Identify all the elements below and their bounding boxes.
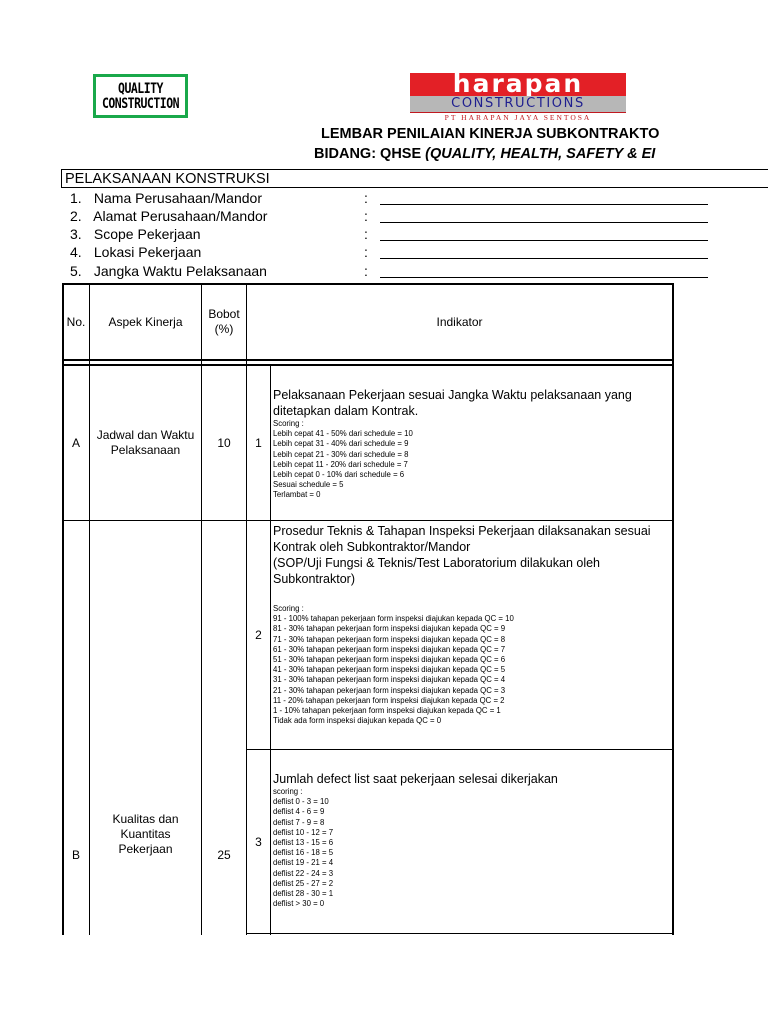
bidang-detail: (QUALITY, HEALTH, SAFETY & EI xyxy=(425,146,656,162)
scoring-line: Lebih cepat 31 - 40% dari schedule = 9 xyxy=(273,439,409,449)
field-label: Scope Pekerjaan xyxy=(93,226,201,242)
header-indikator: Indikator xyxy=(436,314,483,329)
field-row xyxy=(70,243,690,261)
section-header xyxy=(61,169,768,188)
field-input-line[interactable] xyxy=(380,258,708,259)
field-number: 4. xyxy=(70,244,82,260)
field-colon: : xyxy=(364,190,368,206)
scoring-line: 51 - 30% tahapan pekerjaan form inspeksi diajukan kepada QC = 6 xyxy=(273,655,506,665)
scoring-line: deflist 25 - 27 = 2 xyxy=(273,878,334,888)
field-colon: : xyxy=(364,208,368,224)
scoring-line: 61 - 30% tahapan pekerjaan form inspeksi diajukan kepada QC = 7 xyxy=(273,644,506,654)
scoring-line: Lebih cepat 0 - 10% dari schedule = 6 xyxy=(273,470,405,480)
scoring-list xyxy=(273,604,671,726)
scoring-line: 31 - 30% tahapan pekerjaan form inspeksi diajukan kepada QC = 4 xyxy=(273,675,506,685)
row-bobot: 10 xyxy=(217,435,231,450)
indicator-subtitle: (SOP/Uji Fungsi & Teknis/Test Laboratorium dilakukan oleh Subkontraktor) xyxy=(273,556,601,586)
field-input-line[interactable] xyxy=(380,204,708,205)
table-border xyxy=(672,283,674,935)
section-title: PELAKSANAAN KONSTRUKSI xyxy=(65,171,270,187)
scoring-line: 71 - 30% tahapan pekerjaan form inspeksi diajukan kepada QC = 8 xyxy=(273,634,506,644)
field-input-line[interactable] xyxy=(380,222,708,223)
header-bobot: Bobot (%) xyxy=(208,307,240,336)
quality-construction-logo xyxy=(93,74,188,118)
field-colon: : xyxy=(364,263,368,279)
logo-line-1: QUALITY xyxy=(118,79,163,97)
field-number: 2. xyxy=(70,208,82,224)
table-border xyxy=(246,749,674,750)
bidang-label: BIDANG: QHSE xyxy=(314,146,426,162)
scoring-line: deflist 28 - 30 = 1 xyxy=(273,889,334,899)
field-input-line[interactable] xyxy=(380,240,708,241)
scoring-line: 91 - 100% tahapan pekerjaan form inspeksi diajukan kepada QC = 10 xyxy=(273,614,514,624)
harapan-logo-company: PT HARAPAN JAYA SENTOSA xyxy=(410,112,626,122)
row-no: B xyxy=(71,848,80,862)
field-label: Nama Perusahaan/Mandor xyxy=(93,190,262,206)
field-colon: : xyxy=(364,226,368,242)
field-label: Alamat Perusahaan/Mandor xyxy=(93,208,268,224)
field-row xyxy=(70,189,690,207)
scoring-line: deflist 4 - 6 = 9 xyxy=(273,807,325,817)
indicator-cell xyxy=(273,387,671,501)
scoring-list xyxy=(273,419,671,501)
row-indicator-number: 2 xyxy=(255,627,262,642)
table-border xyxy=(270,366,271,935)
scoring-line: deflist 13 - 15 = 6 xyxy=(273,838,334,848)
scoring-line: 11 - 20% tahapan pekerjaan form inspeksi diajukan kepada QC = 2 xyxy=(273,695,505,705)
scoring-line: Lebih cepat 21 - 30% dari schedule = 8 xyxy=(273,449,409,459)
scoring-line: Lebih cepat 41 - 50% dari schedule = 10 xyxy=(273,429,413,439)
scoring-line: Tidak ada form inspeksi diajukan kepada QC = 0 xyxy=(273,716,442,726)
scoring-line: Terlambat = 0 xyxy=(273,490,321,500)
header-aspek: Aspek Kinerja xyxy=(108,314,183,329)
scoring-list xyxy=(273,787,671,909)
document-title: LEMBAR PENILAIAN KINERJA SUBKONTRAKTO xyxy=(321,126,660,142)
table-border xyxy=(62,359,674,361)
logo-line-2: CONSTRUCTION xyxy=(101,94,180,112)
indicator-title: Pelaksanaan Pekerjaan sesuai Jangka Waktu pelaksanaan yang ditetapkan dalam Kontrak. xyxy=(273,388,632,418)
indicator-cell xyxy=(273,771,671,909)
scoring-line: 81 - 30% tahapan pekerjaan form inspeksi diajukan kepada QC = 9 xyxy=(273,624,506,634)
field-number: 1. xyxy=(70,190,82,206)
scoring-line: Sesuai schedule = 5 xyxy=(273,480,344,490)
scoring-line: deflist > 30 = 0 xyxy=(273,899,325,909)
indicator-title: Prosedur Teknis & Tahapan Inspeksi Pekerjaan dilaksanakan sesuai Kontrak oleh Subkontraktor/Mandor xyxy=(273,524,651,554)
scoring-line: Scoring : xyxy=(273,419,304,428)
scoring-line: 21 - 30% tahapan pekerjaan form inspeksi diajukan kepada QC = 3 xyxy=(273,685,506,695)
field-row xyxy=(70,225,690,243)
scoring-line: Lebih cepat 11 - 20% dari schedule = 7 xyxy=(273,459,408,469)
field-label: Jangka Waktu Pelaksanaan xyxy=(93,263,267,279)
row-aspek: Kualitas dan Kuantitas Pekerjaan xyxy=(112,812,179,856)
scoring-line: deflist 7 - 9 = 8 xyxy=(273,817,325,827)
table-border xyxy=(246,933,674,934)
document-subtitle xyxy=(314,146,655,162)
row-aspek: Jadwal dan Waktu Pelaksanaan xyxy=(96,428,195,457)
row-no: A xyxy=(71,435,80,450)
row-indicator-number: 1 xyxy=(255,435,262,450)
field-colon: : xyxy=(364,244,368,260)
field-label: Lokasi Pekerjaan xyxy=(93,244,202,260)
field-row xyxy=(70,262,690,280)
scoring-line: deflist 0 - 3 = 10 xyxy=(273,797,329,807)
scoring-line: Scoring : xyxy=(273,604,304,613)
harapan-logo-sub: CONSTRUCTIONS xyxy=(410,96,626,112)
field-number: 3. xyxy=(70,226,82,242)
row-indicator-number: 3 xyxy=(255,835,262,849)
scoring-line: deflist 22 - 24 = 3 xyxy=(273,868,334,878)
header-no: No. xyxy=(66,314,86,329)
field-input-line[interactable] xyxy=(380,277,708,278)
field-number: 5. xyxy=(70,263,82,279)
harapan-logo xyxy=(410,73,626,121)
scoring-line: 1 - 10% tahapan pekerjaan form inspeksi diajukan kepada QC = 1 xyxy=(273,706,501,716)
scoring-line: scoring : xyxy=(273,787,303,796)
field-row xyxy=(70,207,690,225)
indicator-title: Jumlah defect list saat pekerjaan selesai dikerjakan xyxy=(273,772,558,786)
scoring-line: deflist 10 - 12 = 7 xyxy=(273,827,334,837)
scoring-line: deflist 16 - 18 = 5 xyxy=(273,848,334,858)
harapan-logo-name: harapan xyxy=(410,73,626,96)
indicator-cell xyxy=(273,523,671,726)
row-bobot: 25 xyxy=(217,848,231,862)
scoring-line: deflist 19 - 21 = 4 xyxy=(273,858,334,868)
scoring-line: 41 - 30% tahapan pekerjaan form inspeksi diajukan kepada QC = 5 xyxy=(273,665,506,675)
